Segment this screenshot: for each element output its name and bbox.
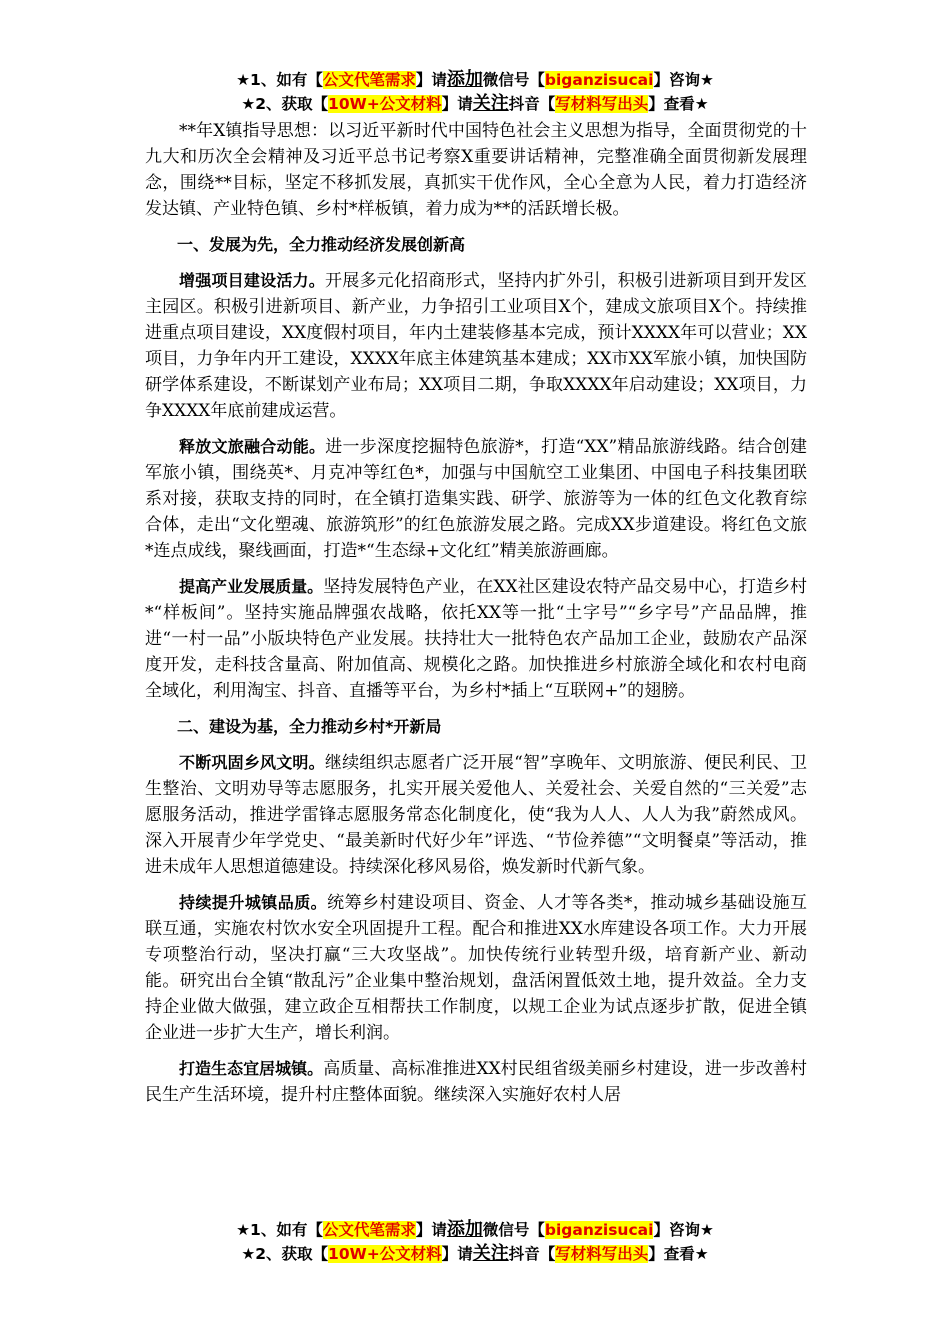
promo-text: 微信号【: [482, 1221, 545, 1239]
paragraph-lead: 不断巩固乡风文明。: [179, 753, 325, 772]
promo-highlight: 写材料写出头: [555, 1245, 649, 1263]
intro-paragraph: **年X镇指导思想：以习近平新时代中国特色社会主义思想为指导，全面贯彻党的十九大和历次全会精神及习近平总书记考察X重要讲话精神，完整准确全面贯彻新发展理念，围绕**目标，坚定不移抓发展，真抓实干优作风，全心全意为人民，着力打造经济发达镇、产业特色镇、乡村*样板镇，着力成为**的活跃增长极。: [145, 121, 807, 219]
promo-text: 】请: [415, 71, 447, 89]
section-heading-2: 二、建设为基，全力推动乡村*开新局: [177, 717, 442, 736]
promo-underlined: 添加: [446, 69, 483, 90]
promo-highlight: 10W+公文材料: [328, 95, 442, 113]
promo-text: 抖音【: [508, 95, 556, 113]
promo-text: 】请: [441, 95, 473, 113]
promo-line-1: [0, 68, 950, 92]
paragraph-text: 开展多元化招商形式，坚持内扩外引，积极引进新项目到开发区主园区。积极引进新项目、新产业，力争招引工业项目X个，建成文旅项目X个。持续推进重点项目建设，XX度假村项目，年内土建装修基本完成，预计XXXX年可以营业；XX项目，力争年内开工建设，XXXX年底主体建筑基本建成；XX市XX军旅小镇，加快国防研学体系建设，不断谋划产业布局；XX项目二期，争取XXXX年启动建设；XX项目，力争XXXX年底前建成运营。: [145, 271, 807, 421]
promo-banner-top: [0, 68, 950, 116]
promo-line-1: [0, 1218, 950, 1242]
promo-text: ★1、如有【: [236, 71, 323, 89]
promo-underlined: 关注: [472, 1243, 509, 1264]
promo-line-2: [0, 1242, 950, 1266]
promo-text: ★1、如有【: [236, 1221, 323, 1239]
paragraph: [145, 750, 807, 880]
promo-text: 】咨询★: [653, 71, 714, 89]
promo-line-2: [0, 92, 950, 116]
paragraph: [145, 574, 807, 704]
promo-text: ★2、获取【: [241, 1245, 329, 1263]
paragraph-text: 统筹乡村建设项目、资金、人才等各类*，推动城乡基础设施互联互通，实施农村饮水安全巩固提升工程。配合和推进XX水库建设各项工作。大力开展专项整治行动，坚决打赢“三大攻坚战”。加快传统行业转型升级，培育新产业、新动能。研究出台全镇“散乱污”企业集中整治规划，盘活闲置低效土地，提升效益。全力支持企业做大做强，建立政企互相帮扶工作制度，以规工企业为试点逐步扩散，促进全镇企业进一步扩大生产，增长利润。: [145, 893, 807, 1043]
section-heading-1: 一、发展为先，全力推动经济发展创新高: [177, 235, 466, 254]
paragraph-lead: 提高产业发展质量。: [179, 577, 324, 596]
paragraph-lead: 释放文旅融合动能。: [179, 437, 326, 456]
promo-highlight: 公文代笔需求: [322, 71, 416, 89]
promo-text: 】咨询★: [653, 1221, 714, 1239]
paragraph-lead: 打造生态宜居城镇。: [179, 1059, 324, 1078]
promo-text: 微信号【: [482, 71, 545, 89]
paragraph-lead: 持续提升城镇品质。: [179, 893, 328, 912]
promo-highlight: 10W+公文材料: [328, 1245, 442, 1263]
paragraph-text: 高质量、高标准推进XX村民组省级美丽乡村建设，进一步改善村民生产生活环境，提升村庄整体面貌。继续深入实施好农村人居: [145, 1059, 807, 1105]
paragraph-text: 进一步深度挖掘特色旅游*，打造“XX”精品旅游线路。结合创建军旅小镇，围绕英*、月克冲等红色*，加强与中国航空工业集团、中国电子科技集团联系对接，获取支持的同时，在全镇打造集实践、研学、旅游等为一体的红色文化教育综合体，走出“文化塑魂、旅游筑形”的红色旅游发展之路。完成XX步道建设。将红色文旅*连点成线，聚线画面，打造*“生态绿+文化红”精美旅游画廊。: [145, 437, 807, 561]
promo-highlight: 写材料写出头: [555, 95, 649, 113]
promo-banner-bottom: [0, 1218, 950, 1266]
paragraph-lead: 增强项目建设活力。: [179, 271, 325, 290]
paragraph: [145, 890, 807, 1046]
document-body: [145, 118, 807, 1108]
paragraph-text: 坚持发展特色产业，在XX社区建设农特产品交易中心，打造乡村*“样板间”。坚持实施品牌强农战略，依托XX等一批“土字号”“乡字号”产品品牌，推进“一村一品”小版块特色产业发展。扶持壮大一批特色农产品加工企业，鼓励农产品深度开发，走科技含量高、附加值高、规模化之路。加快推进乡村旅游全域化和农村电商全域化，利用淘宝、抖音、直播等平台，为乡村*插上“互联网+”的翅膀。: [145, 577, 807, 701]
promo-highlight: biganzisucai: [544, 71, 654, 89]
promo-text: 】请: [415, 1221, 447, 1239]
promo-text: 抖音【: [508, 1245, 556, 1263]
promo-highlight: 公文代笔需求: [322, 1221, 416, 1239]
paragraph: [145, 268, 807, 424]
promo-text: 】查看★: [648, 95, 709, 113]
paragraph: [145, 1056, 807, 1108]
paragraph: [145, 434, 807, 564]
promo-highlight: biganzisucai: [544, 1221, 654, 1239]
promo-text: 】请: [441, 1245, 473, 1263]
promo-underlined: 关注: [472, 93, 509, 114]
paragraph-text: 继续组织志愿者广泛开展“智”享晚年、文明旅游、便民利民、卫生整治、文明劝导等志愿服务，扎实开展关爱他人、关爱社会、关爱自然的“三关爱”志愿服务活动，推进学雷锋志愿服务常态化制度化，使“我为人人、人人为我”蔚然成风。深入开展青少年学党史、“最美新时代好少年”评选、“节俭养德”“文明餐桌”等活动，推进未成年人思想道德建设。持续深化移风易俗，焕发新时代新气象。: [145, 753, 807, 877]
promo-underlined: 添加: [446, 1219, 483, 1240]
promo-text: ★2、获取【: [241, 95, 329, 113]
promo-text: 】查看★: [648, 1245, 709, 1263]
